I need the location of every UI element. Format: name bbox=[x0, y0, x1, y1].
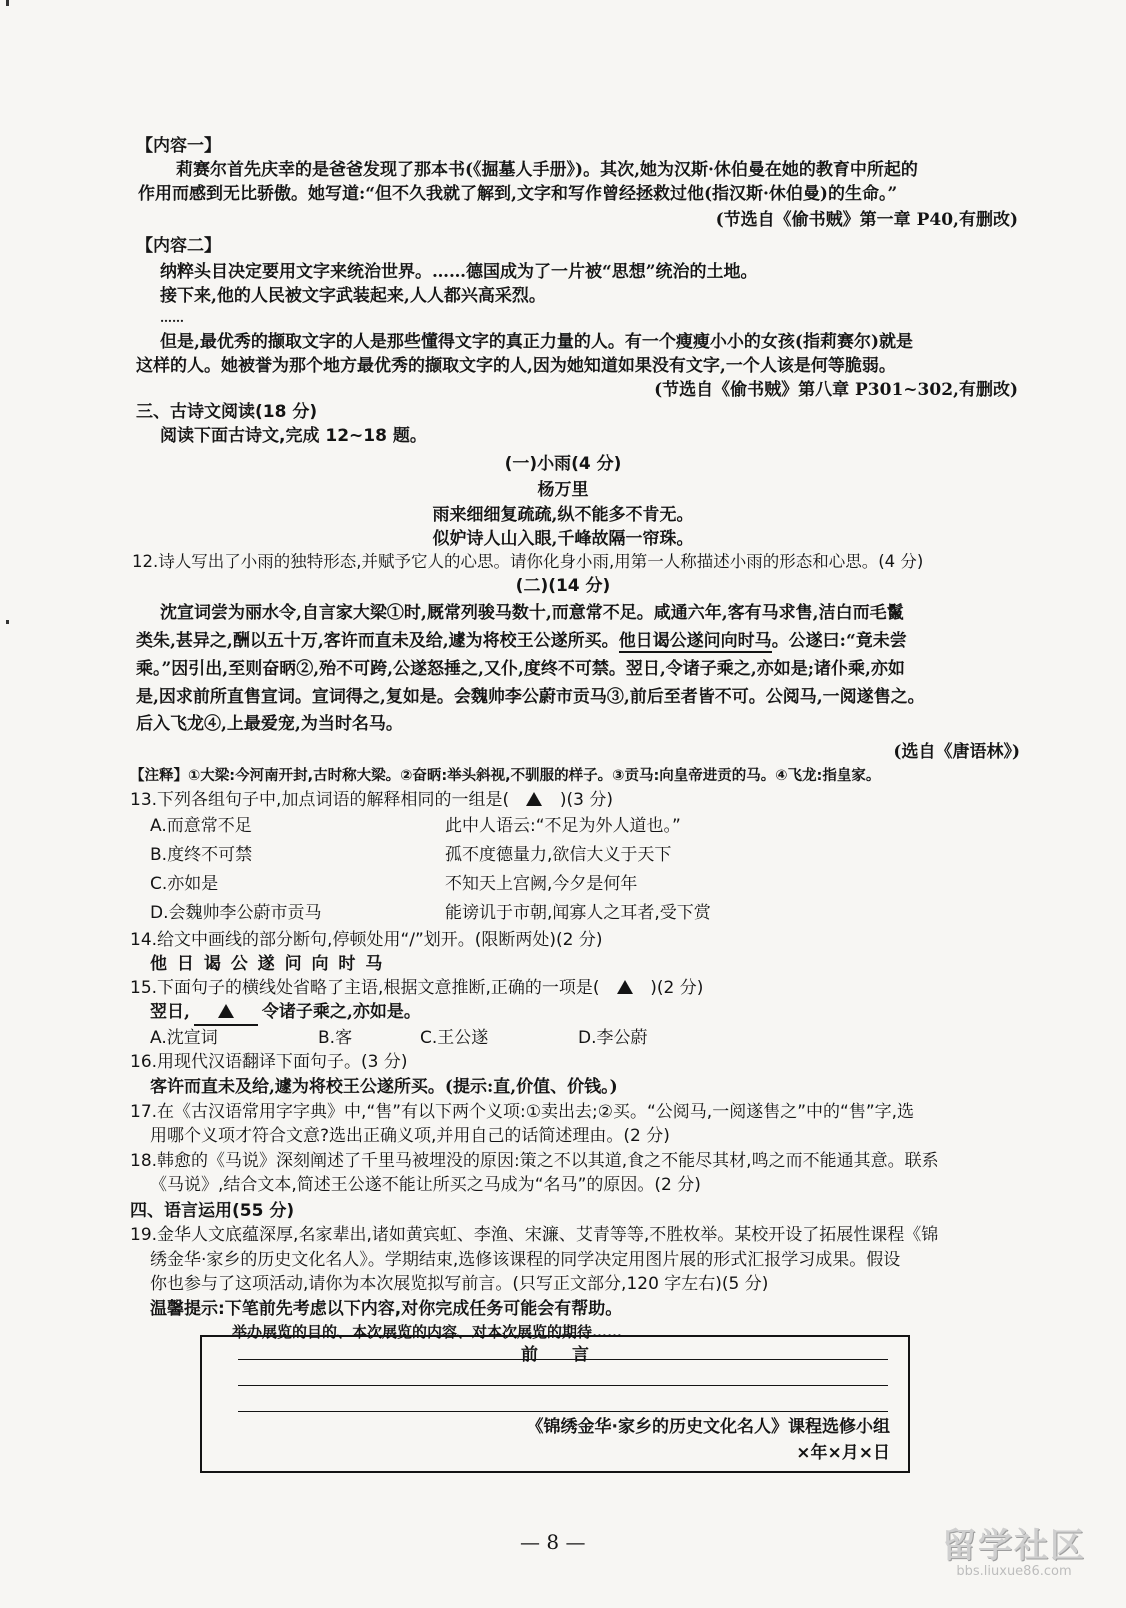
question-12: 12.诗人写出了小雨的独特形态,并赋予它人的心思。请你化身小雨,用第一人称描述小雨的形态和心思。(4 分) bbox=[132, 552, 924, 571]
question-15-stem: 15.下面句子的横线处省略了主语,根据文意推断,正确的一项是( bbox=[130, 978, 600, 998]
watermark-logo: 留学社区 bbox=[942, 1526, 1086, 1566]
poem-line: 似妒诗人山入眼,千峰故隔一帘珠。 bbox=[432, 529, 694, 549]
option-a-right: 此中人语云:“不足为外人道也。” bbox=[445, 816, 681, 836]
question-13 bbox=[130, 788, 613, 812]
content2-heading: 【内容二】 bbox=[136, 236, 221, 256]
question-19-tip: 温馨提示:下笔前先考虑以下内容,对你完成任务可能会有帮助。 bbox=[150, 1299, 623, 1319]
section4-title: 四、语言运用(55 分) bbox=[130, 1201, 295, 1221]
content2-line: 接下来,他的人民被文字武装起来,人人都兴高采烈。 bbox=[160, 286, 546, 306]
question-14-sentence: 他 日 谒 公 遂 问 向 时 马 bbox=[150, 954, 385, 974]
prose-source: (选自《唐语林》) bbox=[893, 742, 1020, 762]
question-19-cont: 绣金华·家乡的历史文化名人》。学期结束,选修该课程的同学决定用图片展的形式汇报学习成果。假设 bbox=[150, 1250, 901, 1270]
question-18-cont: 《马说》,结合文本,简述王公遂不能让所买之马成为“名马”的原因。(2 分) bbox=[150, 1175, 701, 1195]
prose-text: 类朱,甚异之,酬以五十万,客许而直未及给,遽为将校王公遂所买。 bbox=[136, 631, 619, 651]
prose-title: (二)(14 分) bbox=[515, 576, 611, 596]
content2-line: 但是,最优秀的撷取文字的人是那些懂得文字的真正力量的人。有一个瘦瘦小小的女孩(指莉赛尔)就是 bbox=[160, 332, 914, 352]
content2-source: (节选自《偷书贼》第八章 P301~302,有删改) bbox=[654, 380, 1018, 400]
writing-line[interactable] bbox=[238, 1359, 888, 1360]
poem-line: 雨来细细复疏疏,纵不能多不肯无。 bbox=[432, 505, 694, 525]
writing-line[interactable] bbox=[238, 1411, 888, 1412]
watermark-url: bbs.liuxue86.com bbox=[956, 1564, 1072, 1579]
option-b-left: B.度终不可禁 bbox=[150, 845, 253, 865]
answer-box-title: 前 言 bbox=[521, 1345, 589, 1365]
prose-line: 乘。”因引出,至则奋昞②,殆不可跨,公遂怒捶之,又仆,度终不可禁。翌日,令诸子乘之,亦如是;诸仆乘,亦如 bbox=[136, 659, 905, 679]
question-19-cont: 你也参与了这项活动,请你为本次展览拟写前言。(只写正文部分,120 字左右)(5 分) bbox=[150, 1274, 769, 1294]
question-17-cont: 用哪个义项才符合文意?选出正确义项,并用自己的话简述理由。(2 分) bbox=[150, 1126, 670, 1146]
question-17: 17.在《古汉语常用字字典》中,“售”有以下两个义项:①卖出去;②买。“公阅马,一阅遂售之”中的“售”字,选 bbox=[130, 1102, 915, 1122]
prose-line: 沈宣词尝为丽水令,自言家大梁①时,厩常列骏马数十,而意常不足。咸通六年,客有马求售,洁白而毛鬣 bbox=[160, 603, 904, 623]
question-15-marks: )(2 分) bbox=[650, 978, 704, 998]
content2-line: 纳粹头目决定要用文字来统治世界。……德国成为了一片被“思想”统治的土地。 bbox=[160, 262, 758, 282]
question-14: 14.给文中画线的部分断句,停顿处用“/”划开。(限断两处)(2 分) bbox=[130, 930, 603, 950]
option-a-left: A.而意常不足 bbox=[150, 816, 252, 836]
site-watermark bbox=[942, 1528, 1086, 1580]
poem-title: (一)小雨(4 分) bbox=[504, 454, 622, 474]
option-c-left: C.亦如是 bbox=[150, 874, 219, 894]
question-16: 16.用现代汉语翻译下面句子。(3 分) bbox=[130, 1052, 408, 1072]
content1-line: 莉赛尔首先庆幸的是爸爸发现了那本书(《掘墓人手册》)。其次,她为汉斯·休伯曼在她的教育中所起的 bbox=[176, 160, 918, 180]
question-18: 18.韩愈的《马说》深刻阐述了千里马被埋没的原因:策之不以其道,食之不能尽其材,鸣之而不能通其意。联系 bbox=[130, 1151, 939, 1171]
question-16-sentence: 客许而直未及给,遽为将校王公遂所买。(提示:直,价值、价钱。) bbox=[150, 1077, 618, 1097]
q15-option-a: A.沈宣词 bbox=[150, 1028, 218, 1048]
answer-box[interactable] bbox=[200, 1335, 910, 1473]
question-13-marks: )(3 分) bbox=[559, 790, 614, 810]
answer-box-signature: 《锦绣金华·家乡的历史文化名人》课程选修小组 bbox=[526, 1417, 890, 1437]
prose-line bbox=[136, 629, 907, 653]
sentence-part: 翌日, bbox=[150, 1002, 190, 1022]
option-b-right: 孤不度德量力,欲信大义于天下 bbox=[445, 845, 672, 865]
prose-text: 。公遂曰:“竟未尝 bbox=[771, 631, 907, 651]
option-d-right: 能谤讥于市朝,闻寡人之耳者,受下赏 bbox=[445, 903, 711, 923]
option-c-right: 不知天上宫阙,今夕是何年 bbox=[445, 874, 638, 894]
section3-title: 三、古诗文阅读(18 分) bbox=[136, 402, 318, 422]
poem-author: 杨万里 bbox=[537, 480, 589, 500]
sentence-part: 令诸子乘之,亦如是。 bbox=[261, 1002, 421, 1022]
question-13-stem: 13.下列各组句子中,加点词语的解释相同的一组是( bbox=[130, 790, 510, 810]
content1-source: (节选自《偷书贼》第一章 P40,有删改) bbox=[715, 210, 1018, 230]
writing-line[interactable] bbox=[238, 1385, 888, 1386]
section3-instruction: 阅读下面古诗文,完成 12~18 题。 bbox=[160, 426, 427, 446]
prose-line: 后入飞龙④,上最爱宠,为当时名马。 bbox=[136, 714, 403, 734]
question-15 bbox=[130, 976, 703, 1000]
answer-triangle-icon bbox=[218, 1004, 234, 1018]
scan-edge-mark bbox=[6, 0, 9, 6]
scan-edge-mark bbox=[6, 620, 9, 624]
q15-option-b: B.客 bbox=[318, 1028, 353, 1048]
prose-line: 是,因求前所直售宣词。宣词得之,复如是。会魏帅李公蔚市贡马③,前后至者皆不可。公阅马,一阅遂售之。 bbox=[136, 687, 925, 707]
content1-line: 作用而感到无比骄傲。她写道:“但不久我就了解到,文字和写作曾经拯救过他(指汉斯·休伯曼)的生命。” bbox=[138, 184, 898, 204]
option-d-left: D.会魏帅李公蔚市贡马 bbox=[150, 903, 322, 923]
question-19-hint: 举办展览的目的、本次展览的内容、对本次展览的期待…… bbox=[232, 1323, 623, 1341]
answer-box-date: ×年×月×日 bbox=[796, 1443, 890, 1463]
q15-option-c: C.王公遂 bbox=[420, 1028, 489, 1048]
answer-triangle-icon bbox=[526, 792, 542, 806]
question-15-sentence bbox=[150, 1000, 421, 1026]
content2-line: 这样的人。她被誉为那个地方最优秀的撷取文字的人,因为她知道如果没有文字,一个人该是何等脆弱。 bbox=[136, 356, 896, 376]
blank-line bbox=[194, 1000, 258, 1026]
content2-ellipsis: …… bbox=[160, 311, 184, 325]
question-19: 19.金华人文底蕴深厚,名家辈出,诸如黄宾虹、李渔、宋濂、艾青等等,不胜枚举。某校开设了拓展性课程《锦 bbox=[130, 1225, 939, 1245]
content1-heading: 【内容一】 bbox=[136, 136, 221, 156]
page-number: — 8 — bbox=[520, 1530, 586, 1554]
q15-option-d: D.李公蔚 bbox=[578, 1028, 648, 1048]
answer-triangle-icon bbox=[617, 980, 633, 994]
prose-notes: 【注释】①大梁:今河南开封,古时称大梁。②奋昞:举头斜视,不驯服的样子。③贡马:向皇帝进贡的马。④飞龙:指皇家。 bbox=[130, 768, 881, 784]
underlined-sentence: 他日谒公遂问向时马 bbox=[618, 631, 772, 651]
